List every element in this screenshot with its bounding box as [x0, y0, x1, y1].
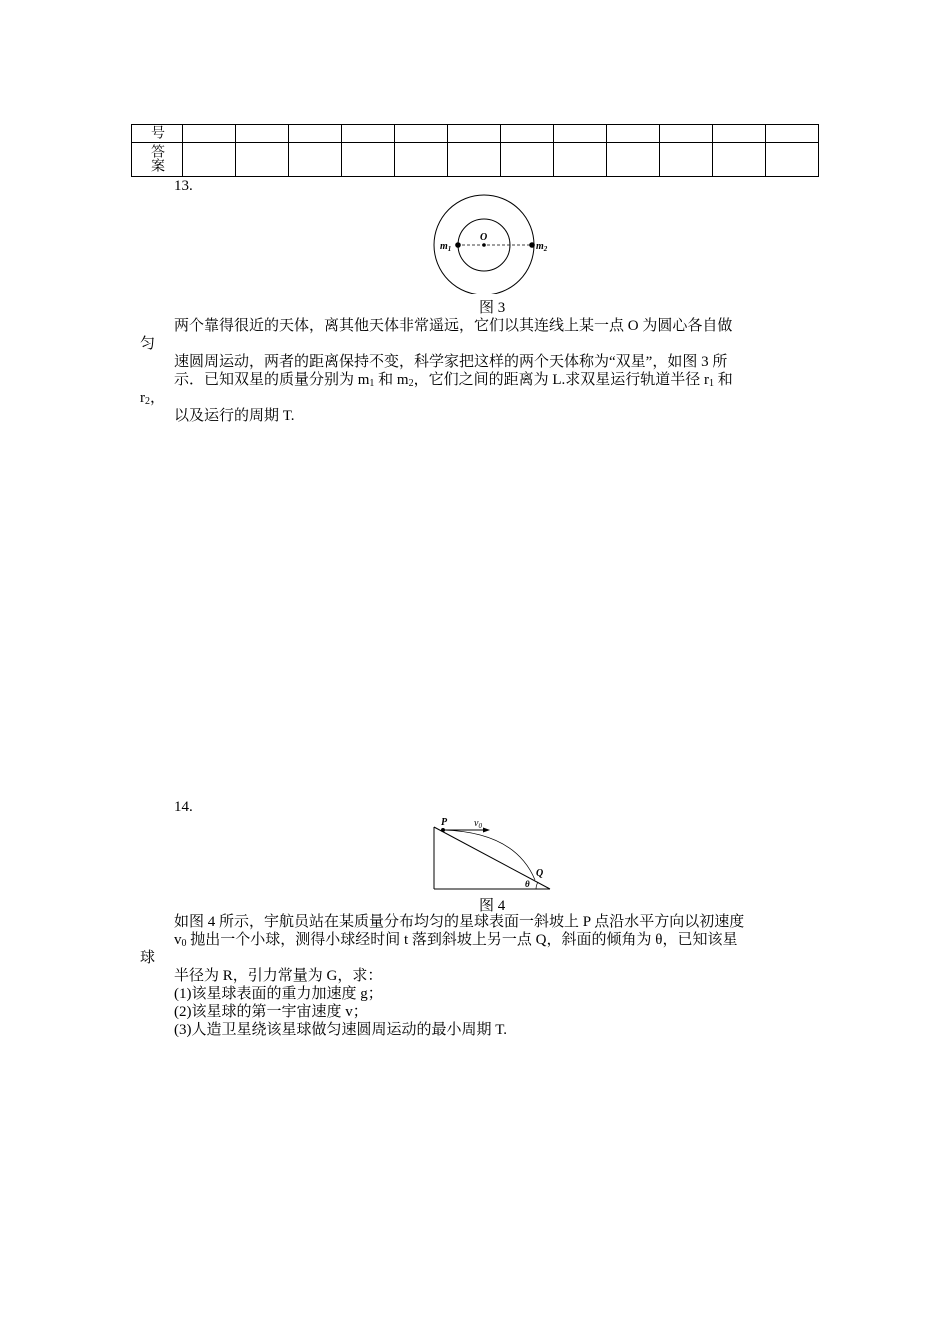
answer-cell[interactable]: [342, 125, 395, 143]
answer-cell[interactable]: [660, 125, 713, 143]
answer-cell[interactable]: [501, 125, 554, 143]
slope-hypotenuse: [434, 827, 550, 889]
answer-cell[interactable]: [395, 143, 448, 177]
q14-part-3: (3)人造卫星绕该星球做匀速圆周运动的最小周期 T.: [174, 1022, 508, 1038]
center-point: [482, 243, 486, 247]
figure-4-caption: 图 4: [479, 898, 506, 914]
answer-cell[interactable]: [501, 143, 554, 177]
q13-line-5: $r_2$，: [140, 390, 166, 407]
q13-line-4: 示．已知双星的质量分别为 $m_1$ 和 $m_2$，它们之间的距离为 L.求双星运行轨道半径 $r_1$ 和: [174, 372, 733, 389]
answer-table-row-answer: [132, 143, 819, 177]
answer-cell[interactable]: [289, 143, 342, 177]
q13-line-2: 匀: [140, 336, 156, 352]
q14-line-1: 如图 4 所示，宇航员站在某质量分布均匀的星球表面一斜坡上 P 点沿水平方向以初速度: [174, 914, 745, 930]
answer-cell[interactable]: [607, 143, 660, 177]
q14-line-4: 半径为 R，引力常量为 G，求：: [174, 968, 383, 984]
answer-cell[interactable]: [607, 125, 660, 143]
answer-label-text: 答案: [149, 144, 165, 172]
answer-cell[interactable]: [236, 143, 289, 177]
binary-star-figure: [430, 194, 560, 294]
projectile-slope-figure: [430, 812, 555, 892]
mass-1-dot: [455, 242, 461, 248]
answer-cell[interactable]: [554, 125, 607, 143]
answer-cell[interactable]: [660, 143, 713, 177]
q14-number: 14.: [174, 799, 193, 815]
answer-cell[interactable]: [395, 125, 448, 143]
answer-cell[interactable]: [183, 143, 236, 177]
answer-cell[interactable]: [766, 143, 819, 177]
velocity-arrowhead: [483, 828, 490, 833]
velocity-label: $v_0$: [474, 818, 482, 830]
answer-table: [131, 124, 819, 177]
trajectory-curve: [443, 830, 535, 880]
q14-part-2: (2)该星球的第一宇宙速度 v；: [174, 1004, 368, 1020]
number-label-text: 号: [149, 125, 165, 139]
answer-cell[interactable]: [448, 125, 501, 143]
q13-line-1: 两个靠得很近的天体，离其他天体非常遥远，它们以其连线上某一点 O 为圆心各自做: [174, 318, 733, 334]
mass-2-label: $m_2$: [536, 241, 548, 253]
figure-3-caption: 图 3: [479, 300, 506, 316]
q14-part-1: (1)该星球表面的重力加速度 g；: [174, 986, 383, 1002]
q13-line-3: 速圆周运动，两者的距离保持不变，科学家把这样的两个天体称为“双星”，如图 3 所: [174, 354, 728, 370]
q14-line-2: $v_0$ 抛出一个小球，测得小球经时间 t 落到斜坡上另一点 Q，斜面的倾角为 θ，已知该星: [174, 932, 738, 949]
answer-table-row-number: [132, 125, 819, 143]
point-p-dot: [441, 828, 445, 832]
answer-cell[interactable]: [554, 143, 607, 177]
answer-table-answer-label: [132, 143, 183, 177]
answer-cell[interactable]: [448, 143, 501, 177]
answer-cell[interactable]: [713, 143, 766, 177]
answer-cell[interactable]: [183, 125, 236, 143]
q13-line-6: 以及运行的周期 T.: [174, 408, 295, 424]
answer-table-number-label: [132, 125, 183, 143]
answer-cell[interactable]: [289, 125, 342, 143]
answer-cell[interactable]: [236, 125, 289, 143]
answer-cell[interactable]: [342, 143, 395, 177]
angle-theta-label: θ: [525, 879, 530, 889]
mass-2-dot: [529, 242, 535, 248]
answer-cell[interactable]: [713, 125, 766, 143]
answer-cell[interactable]: [766, 125, 819, 143]
center-label: O: [480, 232, 488, 243]
angle-arc: [536, 882, 538, 889]
mass-1-label: $m_1$: [440, 241, 452, 253]
q13-number: 13.: [174, 178, 193, 194]
point-q-label: Q: [536, 868, 544, 879]
point-p-label: P: [441, 817, 448, 828]
q14-line-3: 球: [140, 950, 156, 966]
